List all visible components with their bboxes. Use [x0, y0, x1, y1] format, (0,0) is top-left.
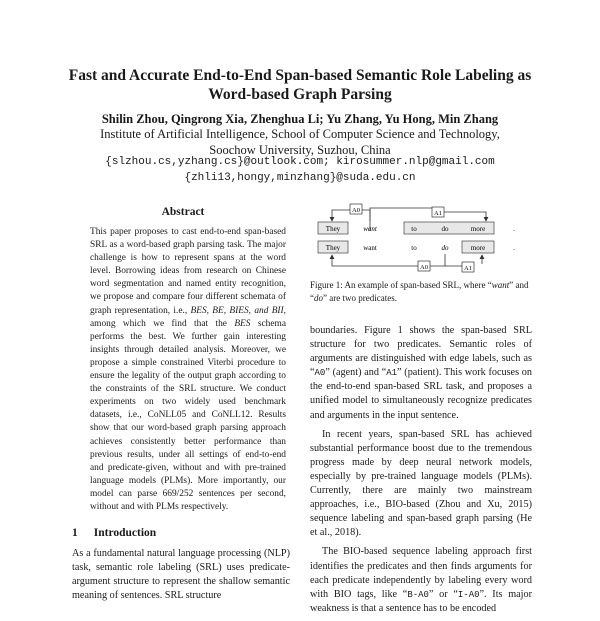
word-do-top: do [441, 225, 449, 233]
right-p1-a0: A0 [314, 368, 326, 379]
word-more-bottom: more [470, 244, 486, 252]
word-more-top: more [470, 225, 486, 233]
section-heading [72, 527, 172, 539]
caption-prefix: Figure 1: An example of span-based SRL, where “ [310, 280, 492, 290]
right-column-text [310, 324, 532, 621]
right-p1-a: boundaries. Figure 1 shows the span-based SRL structure for two predicates. Semantic roles of arguments are distinguished with edge labels, such as “ [310, 325, 532, 379]
arc-want-a1-top [370, 208, 438, 221]
arc-a0-they-bottom [332, 255, 418, 266]
figure-caption [310, 279, 532, 304]
srl-figure [310, 198, 532, 276]
section-title: Introduction [93, 527, 157, 539]
affiliation-line-1: Institute of Artificial Intelligence, School of Computer Science and Technology, [100, 127, 500, 141]
authors: Shilin Zhou, Qingrong Xia, Zhenghua Li; Yu Zhang, Yu Hong, Min Zhang [101, 112, 499, 126]
right-p3-a: The BIO-based sequence labeling approach first identifies the predicates and then finds arguments for each predicate independently by labeling every word with BIO tags, like “ [310, 546, 532, 600]
word-want-bottom: want [363, 244, 377, 252]
abstract-heading: Abstract [161, 206, 205, 218]
caption-do: do [314, 292, 323, 303]
caption-want: want [491, 280, 510, 290]
abstract-part-3: schema performs the best. We further gain interesting insights through detailed analysis. Moreover, we propose a simple constrained Viterbi procedure to ensure the legality of the output graph according to the constraints of the SRL structure. We conduct experiments on two widely used benchmark datasets, i.e., CoNLL05 and CoNLL12. Results show that our word-based graph parsing approach achieves consistently better performance than previous results, under all settings of end-to-end and predicate-given, without and with pre-trained language models (PLMs). More importantly, our model can parse 669/252 sentences per second, without and with PLMs respectively. [90, 318, 286, 512]
abstract-bes: BES [234, 318, 251, 329]
title-line-2: Word-based Graph Parsing [208, 86, 392, 103]
right-p3-c: ”. Its major weakness is that a sentence has to be encoded [310, 588, 532, 614]
right-p3-tag2: I-A0 [457, 589, 480, 600]
email-line-1[interactable]: {slzhou.cs,yzhang.cs}@outlook.com; kirosummer.nlp@gmail.com [105, 156, 495, 168]
right-p1-c: ” (patient). This work focuses on the end-to-end span-based SRL task, and proposes a unified model to simultaneously recognize predicates and arguments in the input sentence. [310, 367, 532, 421]
label-a1-bottom: A1 [464, 265, 472, 272]
word-want-top: want [363, 225, 377, 233]
right-paragraph-3 [310, 545, 532, 615]
dot-top: . [513, 225, 515, 233]
introduction-text [72, 547, 290, 603]
title-line-1: Fast and Accurate End-to-End Span-based Semantic Role Labeling as [68, 67, 532, 84]
paper-title [40, 66, 560, 104]
arc-a0-they-top [332, 210, 350, 221]
arc-do-a0-bottom [430, 254, 445, 266]
word-they-top: They [325, 225, 341, 233]
section-number: 1 [72, 527, 78, 539]
word-do-bottom: do [441, 244, 449, 252]
word-to-bottom: to [411, 244, 417, 252]
caption-suffix: ” are two predicates. [323, 292, 397, 303]
right-paragraph-2: In recent years, span-based SRL has achieved substantial performance boost due to the tremendous progress made by deep neural network models, especially by pre-trained language models (PLMs). Currently, there are mainly two mainstream approaches, i.e., BIO-based (Zhou and Xu, 2015) sequence labeling and span-based graph parsing (He et al., 2018). [310, 428, 532, 539]
right-p3-b: ” or “ [428, 588, 458, 600]
word-to-top: to [411, 225, 417, 233]
right-p1-a1: A1 [386, 368, 398, 379]
email-line-2[interactable]: {zhli13,hongy,minzhang}@suda.edu.cn [184, 172, 416, 184]
dot-bottom: . [513, 244, 515, 252]
label-a1-top: A1 [434, 210, 442, 217]
intro-paragraph: As a fundamental natural language processing (NLP) task, semantic role labeling (SRL) uses predicate-argument structure to represent the shallow semantic meaning of sentences. SRL structure [72, 548, 290, 601]
arc-a1-do-top [444, 212, 486, 221]
abstract-part-2: , among which we find that the [90, 305, 287, 329]
right-p3-tag1: B-A0 [407, 589, 429, 600]
abstract-text [90, 226, 286, 514]
right-paragraph-1 [310, 324, 532, 423]
label-a0-bottom: A0 [420, 264, 428, 271]
label-a0-top: A0 [352, 207, 360, 214]
affiliation [40, 127, 560, 158]
affiliation-line-2: Soochow University, Suzhou, China [209, 142, 391, 157]
right-p1-b: ” (agent) and “ [325, 367, 387, 379]
abstract-schemata: BES, BE, BIES, and BII [190, 305, 284, 316]
caption-mid: ” and “ [310, 280, 529, 303]
abstract-part-1: This paper proposes to cast end-to-end span-based SRL as a word-based graph parsing task. The major challenge is how to represent spans at the word level. Borrowing ideas from research on Chinese word segmentation and named entity recognition, we propose and compare four different schemata of graph representation, i.e., [90, 227, 286, 316]
word-they-bottom: They [325, 244, 341, 252]
